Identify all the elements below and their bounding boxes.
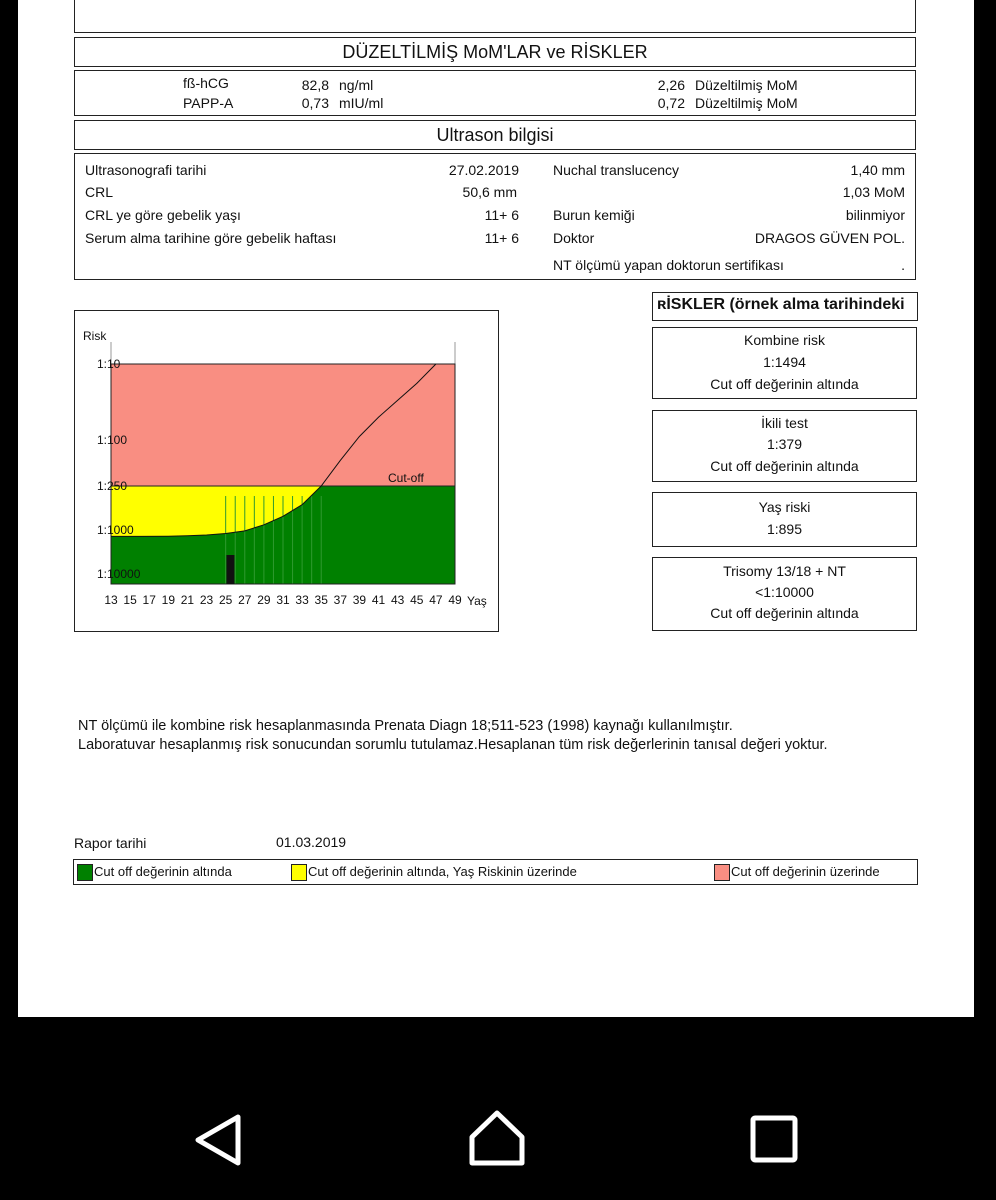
x-tick-label: 43 bbox=[390, 593, 405, 607]
region-above-cutoff bbox=[111, 364, 455, 486]
crl-ga-value: 11+ 6 bbox=[484, 207, 519, 223]
ultrasound-title: Ultrason bilgisi bbox=[436, 125, 554, 145]
fbhcg-label: fß-hCG bbox=[183, 75, 229, 91]
fbhcg-mom: 2,26 bbox=[657, 77, 685, 93]
report-date-value: 01.03.2019 bbox=[276, 834, 347, 850]
mom-title-box bbox=[74, 37, 916, 67]
risk-card-trisomy bbox=[652, 557, 917, 631]
x-tick-label: 33 bbox=[295, 593, 309, 607]
risks-header: ʀİSKLER (örnek alma tarihindeki bbox=[657, 296, 905, 313]
serum-ga-value: 11+ 6 bbox=[484, 230, 519, 246]
x-tick-label: 23 bbox=[199, 593, 214, 607]
risk-card-note: Cut off değerinin altında bbox=[710, 458, 859, 474]
risk-chart-box bbox=[74, 310, 499, 632]
x-tick-label: 15 bbox=[123, 593, 137, 607]
fbhcg-value: 82,8 bbox=[301, 77, 329, 93]
y-tick-label: 1:250 bbox=[97, 479, 128, 493]
nasal-bone-value: bilinmiyor bbox=[845, 207, 905, 223]
patient-marker bbox=[226, 555, 234, 584]
y-tick-label: 1:1000 bbox=[97, 523, 134, 537]
x-tick-label: 35 bbox=[314, 593, 328, 607]
legend-box bbox=[73, 859, 918, 885]
report-page bbox=[18, 0, 974, 1017]
risk-card-note: Cut off değerinin altında bbox=[710, 376, 859, 392]
nt-value: 1,40 mm bbox=[850, 162, 905, 178]
serum-ga-label: Serum alma tarihine göre gebelik haftası bbox=[85, 230, 337, 246]
navigation-bar bbox=[0, 1017, 996, 1200]
y-tick-label: 1:10000 bbox=[97, 567, 141, 581]
crl-label: CRL bbox=[85, 184, 114, 200]
pappa-value: 0,73 bbox=[301, 95, 329, 111]
ultrasound-info-box bbox=[74, 153, 916, 280]
legend-swatch-red bbox=[714, 864, 730, 881]
x-tick-label: 49 bbox=[448, 593, 462, 607]
legend-label-yellow: Cut off değerinin altında, Yaş Riskinin üzerinde bbox=[308, 864, 577, 879]
x-tick-label: 19 bbox=[161, 593, 176, 607]
certificate-label: NT ölçümü yapan doktorun sertifikası bbox=[553, 257, 784, 273]
mom-values-box bbox=[74, 70, 916, 116]
certificate-value: . bbox=[901, 257, 905, 273]
crl-value: 50,6 mm bbox=[462, 184, 517, 200]
home-icon bbox=[462, 1105, 532, 1175]
risk-card-dual bbox=[652, 410, 917, 482]
risk-card-value: 1:379 bbox=[766, 436, 803, 452]
nt-label: Nuchal translucency bbox=[553, 162, 680, 178]
pappa-unit: mIU/ml bbox=[339, 95, 384, 111]
cutoff-label: Cut-off bbox=[388, 471, 424, 485]
risk-card-title: İkili test bbox=[761, 415, 808, 431]
risk-card-combined bbox=[652, 327, 917, 399]
risk-card-value: 1:895 bbox=[766, 521, 803, 537]
doctor-label: Doktor bbox=[553, 230, 595, 246]
footer-note-1: NT ölçümü ile kombine risk hesaplanmasında Prenata Diagn 18;511-523 (1998) kaynağı kullanılmıştır. bbox=[78, 718, 733, 734]
pappa-label: PAPP-A bbox=[183, 95, 234, 111]
home-button[interactable] bbox=[462, 1105, 532, 1175]
x-tick-label: 45 bbox=[410, 593, 424, 607]
ultrasound-title-box bbox=[74, 120, 916, 150]
x-tick-label: 27 bbox=[238, 593, 252, 607]
back-icon bbox=[186, 1105, 256, 1175]
recents-icon bbox=[740, 1105, 810, 1175]
us-date-value: 27.02.2019 bbox=[448, 162, 519, 178]
legend-label-green: Cut off değerinin altında bbox=[94, 864, 232, 879]
crl-ga-label: CRL ye göre gebelik yaşı bbox=[85, 207, 241, 223]
y-axis-label: Risk bbox=[83, 329, 107, 343]
fbhcg-unit: ng/ml bbox=[339, 77, 374, 93]
mom-title: DÜZELTİLMİŞ MoM'LAR ve RİSKLER bbox=[342, 42, 648, 62]
risks-header-box bbox=[652, 292, 918, 321]
footer-note-2: Laboratuvar hesaplanmış risk sonucundan sorumlu tutulamaz.Hesaplanan tüm risk değerlerinin tanısal değeri yoktur. bbox=[78, 737, 828, 753]
risk-card-title: Trisomy 13/18 + NT bbox=[723, 563, 846, 579]
us-date-label: Ultrasonografi tarihi bbox=[85, 162, 207, 178]
risk-card-value: <1:10000 bbox=[755, 584, 814, 600]
x-tick-label: 13 bbox=[104, 593, 118, 607]
legend-label-red: Cut off değerinin üzerinde bbox=[731, 864, 880, 879]
y-tick-label: 1:100 bbox=[97, 433, 128, 447]
legend-swatch-yellow bbox=[291, 864, 307, 881]
fbhcg-mom-label: Düzeltilmiş MoM bbox=[695, 77, 798, 93]
legend-swatch-green bbox=[77, 864, 93, 881]
x-axis-label: Yaş bbox=[467, 594, 487, 608]
back-button[interactable] bbox=[186, 1105, 256, 1175]
pappa-mom-label: Düzeltilmiş MoM bbox=[695, 95, 798, 111]
y-tick-label: 1:10 bbox=[97, 357, 121, 371]
x-tick-label: 25 bbox=[218, 593, 233, 607]
x-tick-label: 41 bbox=[371, 593, 386, 607]
x-tick-label: 21 bbox=[180, 593, 195, 607]
doctor-value: DRAGOS GÜVEN POL. bbox=[754, 230, 905, 246]
risk-card-note: Cut off değerinin altında bbox=[710, 605, 859, 621]
risk-card-value: 1:1494 bbox=[763, 354, 806, 370]
report-date-label: Rapor tarihi bbox=[74, 835, 147, 851]
risk-card-title: Kombine risk bbox=[744, 332, 825, 348]
x-tick-label: 29 bbox=[257, 593, 271, 607]
x-tick-label: 37 bbox=[333, 593, 348, 607]
top-box bbox=[74, 0, 916, 33]
risk-card-age bbox=[652, 492, 917, 547]
risk-card-title: Yaş riski bbox=[758, 499, 811, 515]
x-tick-label: 17 bbox=[142, 593, 156, 607]
pappa-mom: 0,72 bbox=[657, 95, 685, 111]
recents-button[interactable] bbox=[740, 1105, 810, 1175]
x-tick-label: 47 bbox=[429, 593, 443, 607]
risk-chart bbox=[74, 310, 499, 632]
nasal-bone-label: Burun kemiği bbox=[553, 207, 635, 223]
x-tick-label: 31 bbox=[276, 593, 290, 607]
nt-mom-value: 1,03 MoM bbox=[842, 184, 905, 200]
x-tick-label: 39 bbox=[352, 593, 367, 607]
